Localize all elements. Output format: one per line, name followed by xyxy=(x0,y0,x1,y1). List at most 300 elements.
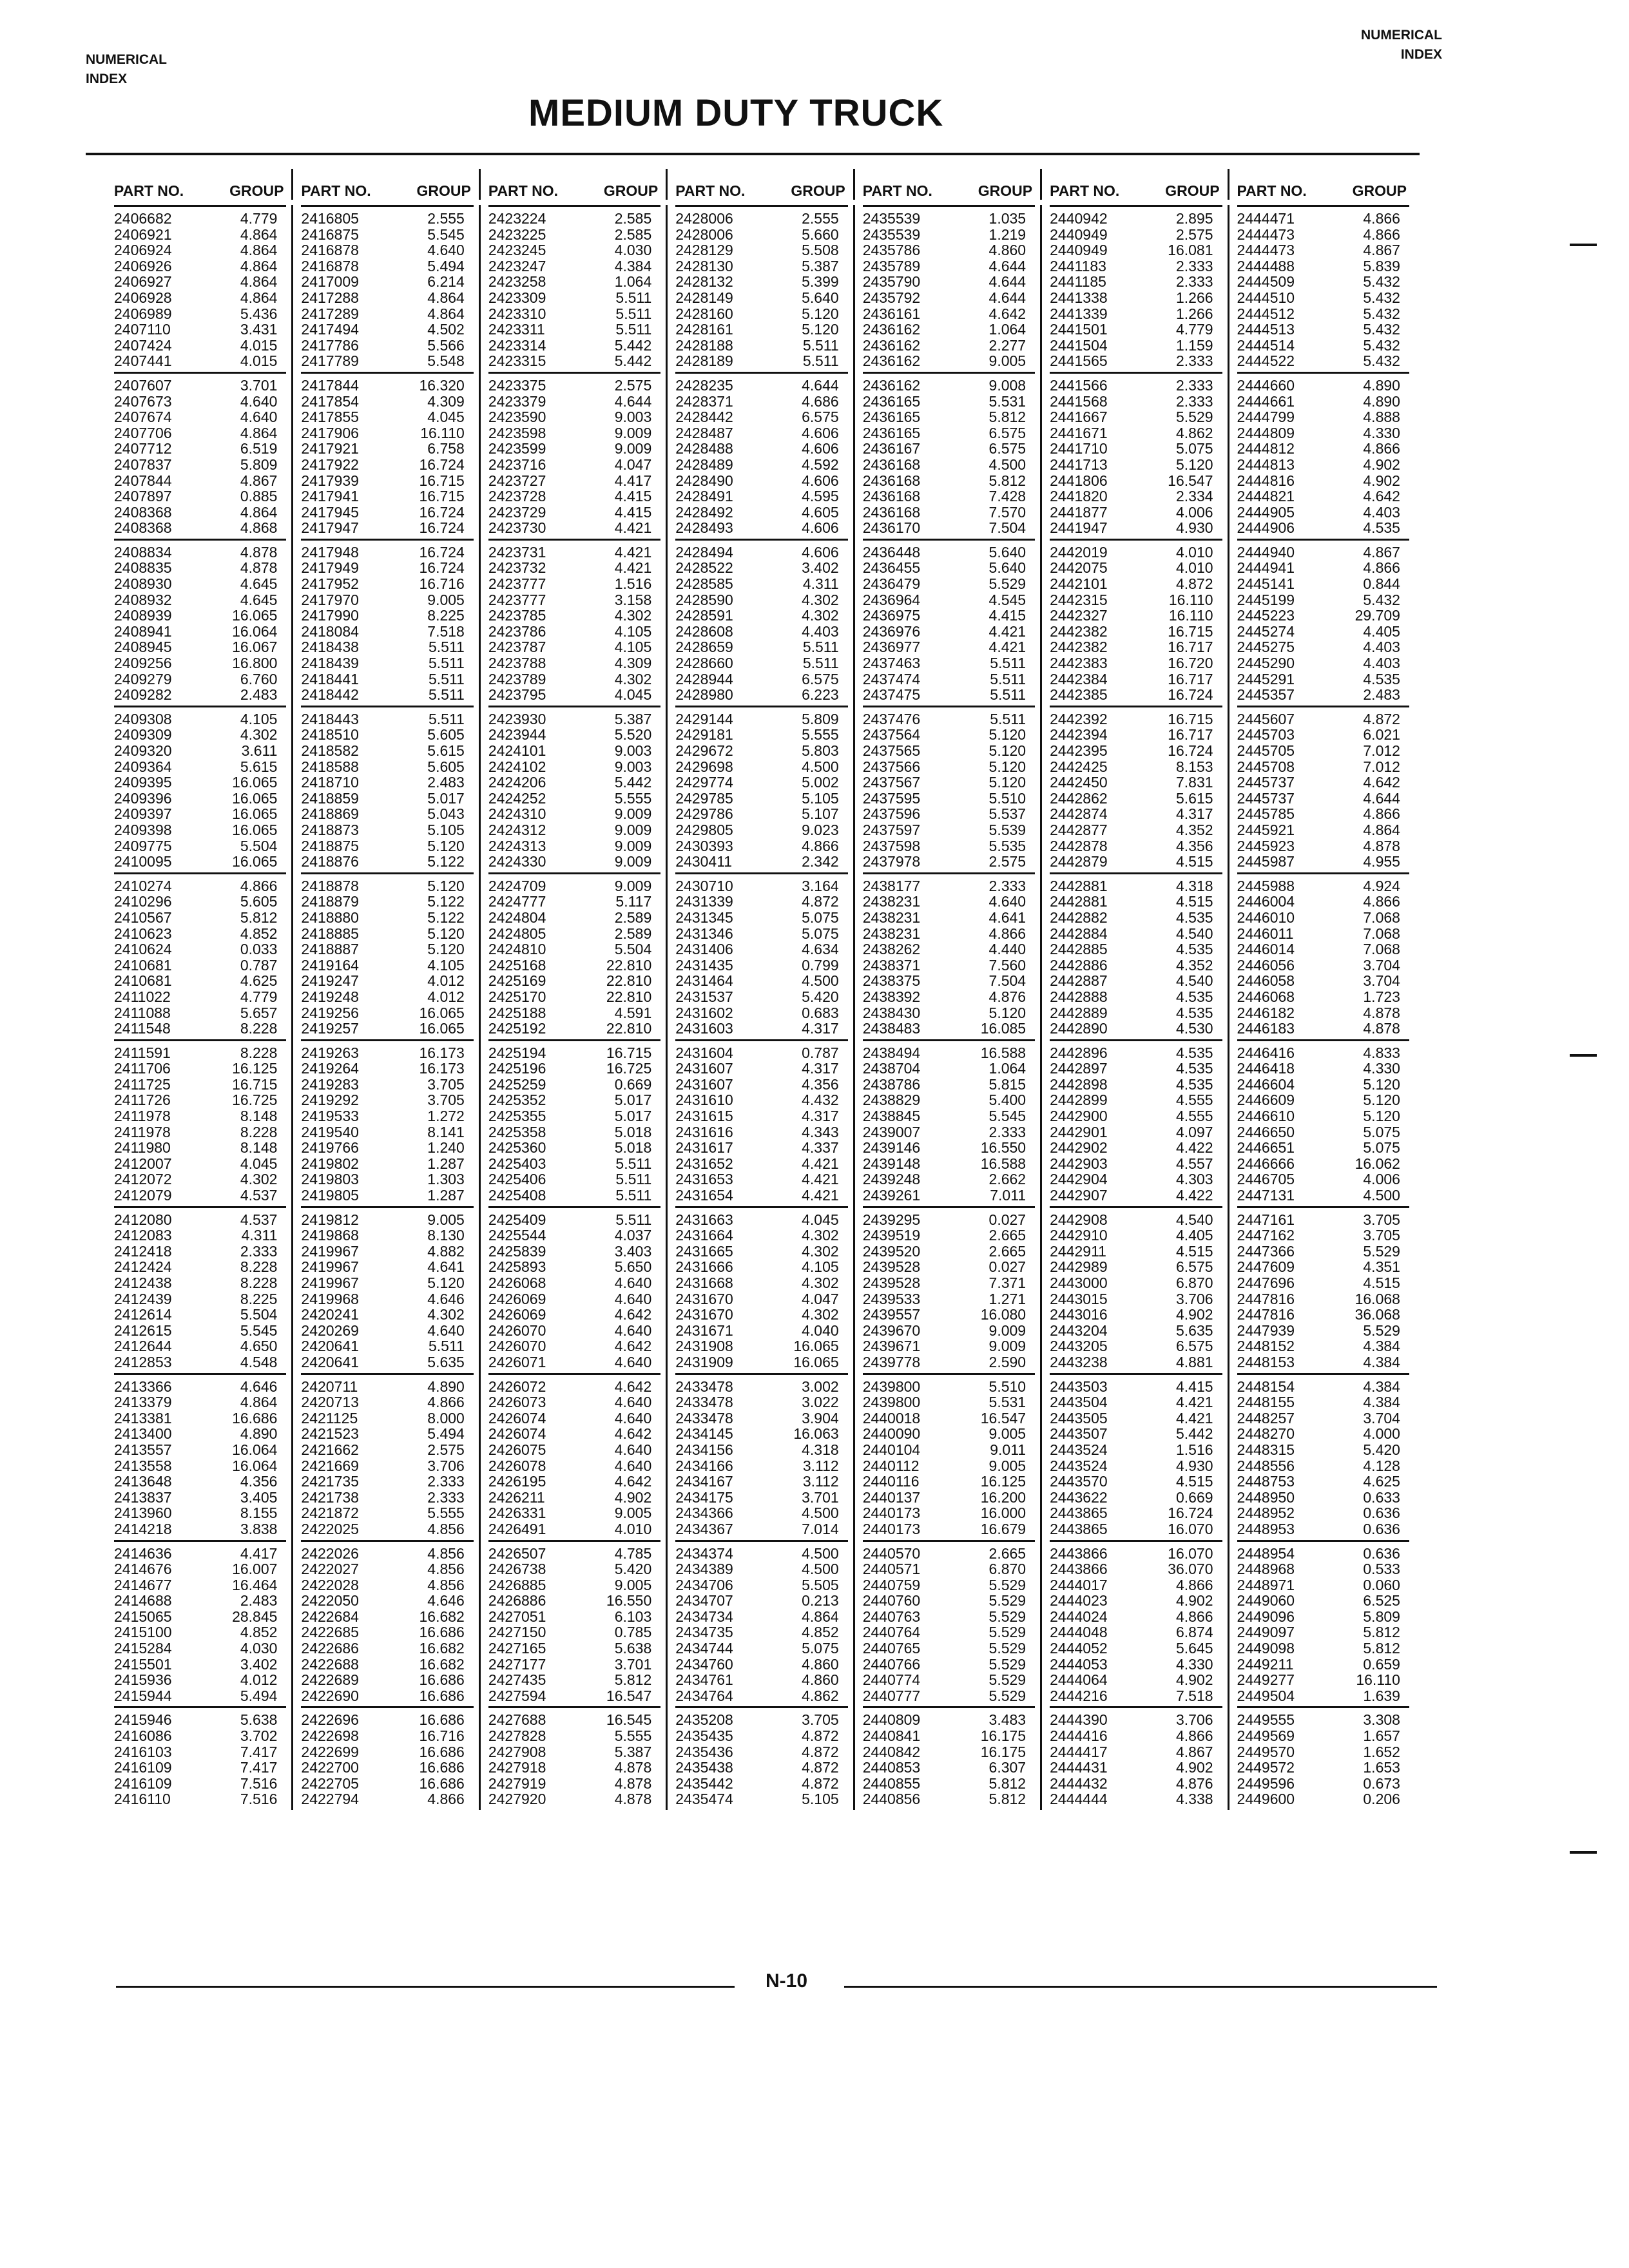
group-number: 4.500 xyxy=(802,758,839,775)
table-row xyxy=(301,624,473,640)
row-group xyxy=(488,872,660,1039)
table-row xyxy=(863,322,1035,338)
table-row xyxy=(114,394,286,410)
part-number: 2418878 xyxy=(301,877,359,894)
group-number: 9.009 xyxy=(614,424,652,441)
table-row xyxy=(863,1124,1035,1140)
part-number: 2423732 xyxy=(488,559,546,577)
part-number: 2427828 xyxy=(488,1727,546,1745)
table-row xyxy=(488,1426,660,1442)
table-row xyxy=(114,1275,286,1291)
group-number: 9.009 xyxy=(614,853,652,870)
part-number: 2423731 xyxy=(488,543,546,561)
table-row xyxy=(1050,1426,1222,1442)
group-number: 4.352 xyxy=(1175,821,1213,838)
part-number: 2419264 xyxy=(301,1060,359,1077)
group-number: 8.228 xyxy=(240,1123,278,1140)
group-number: 4.421 xyxy=(1175,1409,1213,1427)
group-number: 0.787 xyxy=(802,1044,839,1061)
group-number: 6.575 xyxy=(988,424,1027,441)
part-number: 2413837 xyxy=(114,1488,172,1506)
part-number: 2446183 xyxy=(1237,1020,1295,1037)
table-row xyxy=(1237,1688,1409,1704)
part-number: 2422699 xyxy=(301,1743,359,1760)
group-number: 16.550 xyxy=(980,1139,1027,1157)
table-row xyxy=(488,338,660,354)
group-number: 4.862 xyxy=(1175,424,1213,441)
table-row xyxy=(488,425,660,441)
table-row xyxy=(1237,227,1409,243)
table-row xyxy=(1237,1640,1409,1657)
table-row xyxy=(301,711,473,727)
part-number: 2445737 xyxy=(1237,774,1295,791)
table-row xyxy=(301,671,473,687)
group-number: 5.555 xyxy=(614,789,652,807)
group-number: 4.785 xyxy=(614,1544,652,1562)
table-row xyxy=(863,1474,1035,1490)
table-row xyxy=(675,457,847,473)
part-number: 2417844 xyxy=(301,376,359,394)
part-number: 2446705 xyxy=(1237,1171,1295,1188)
table-row xyxy=(863,1227,1035,1244)
part-number: 2414676 xyxy=(114,1561,172,1578)
group-number: 5.511 xyxy=(615,289,652,306)
part-number: 2429672 xyxy=(675,742,733,759)
part-number: 2442910 xyxy=(1050,1227,1108,1244)
table-row xyxy=(1237,1505,1409,1521)
part-number: 2407712 xyxy=(114,440,172,457)
row-group xyxy=(863,1373,1035,1540)
group-number: 2.342 xyxy=(802,853,839,870)
table-row xyxy=(1237,1760,1409,1776)
part-number: 2426075 xyxy=(488,1441,546,1458)
table-row xyxy=(863,1505,1035,1521)
group-number: 4.644 xyxy=(988,289,1027,306)
group-number: 7.518 xyxy=(1175,1687,1213,1704)
row-group xyxy=(1050,1206,1222,1373)
index-column xyxy=(291,205,478,1810)
table-row xyxy=(1237,1744,1409,1760)
group-number: 7.371 xyxy=(988,1274,1027,1291)
part-number: 2448953 xyxy=(1237,1520,1295,1537)
part-number: 2445291 xyxy=(1237,670,1295,687)
part-number: 2408939 xyxy=(114,607,172,624)
group-number: 0.683 xyxy=(802,1004,839,1021)
group-number: 6.223 xyxy=(802,686,839,704)
table-row xyxy=(114,838,286,854)
group-number: 4.352 xyxy=(1175,956,1213,974)
table-row xyxy=(675,1744,847,1760)
table-row xyxy=(301,806,473,822)
group-number: 5.539 xyxy=(988,821,1027,838)
part-number: 2434734 xyxy=(675,1608,733,1625)
part-number: 2424330 xyxy=(488,853,546,870)
group-number: 8.228 xyxy=(240,1044,278,1061)
table-row xyxy=(675,1108,847,1124)
group-number: 16.724 xyxy=(1168,686,1213,704)
table-row xyxy=(675,1609,847,1625)
group-number: 4.864 xyxy=(240,424,278,441)
group-number: 4.010 xyxy=(1175,543,1213,561)
group-number: 0.785 xyxy=(614,1624,652,1641)
part-number: 2442383 xyxy=(1050,655,1108,672)
part-number: 2426074 xyxy=(488,1425,546,1443)
group-number: 9.009 xyxy=(614,837,652,854)
part-number: 2446418 xyxy=(1237,1060,1295,1077)
table-row xyxy=(1237,1171,1409,1187)
table-row xyxy=(114,655,286,671)
group-number: 4.030 xyxy=(614,242,652,259)
table-row xyxy=(1050,687,1222,703)
group-number: 4.867 xyxy=(1363,543,1400,561)
group-number: 16.717 xyxy=(1168,670,1213,687)
group-number: 5.387 xyxy=(614,1743,652,1760)
part-number: 2437597 xyxy=(862,821,921,838)
table-row xyxy=(301,1546,473,1562)
part-number: 2428659 xyxy=(675,639,733,656)
table-row xyxy=(675,227,847,243)
part-number: 2422027 xyxy=(301,1561,359,1578)
group-number: 2.665 xyxy=(988,1227,1027,1244)
part-number: 2412853 xyxy=(114,1353,172,1370)
row-group xyxy=(1237,706,1409,872)
part-number: 2406924 xyxy=(114,242,172,259)
table-row xyxy=(1237,338,1409,354)
group-number: 4.872 xyxy=(1363,710,1400,727)
part-number: 2409279 xyxy=(114,670,172,687)
row-group xyxy=(301,539,473,706)
group-number: 5.640 xyxy=(988,543,1027,561)
group-number: 9.009 xyxy=(614,877,652,894)
group-number: 5.442 xyxy=(614,774,652,791)
table-row xyxy=(301,1744,473,1760)
table-row xyxy=(1050,1688,1222,1704)
group-number: 4.640 xyxy=(427,242,465,259)
group-number: 4.015 xyxy=(240,336,278,354)
group-number: 7.516 xyxy=(240,1774,278,1792)
group-number: 4.309 xyxy=(614,655,652,672)
part-number: 2436162 xyxy=(862,376,921,394)
table-row xyxy=(488,1688,660,1704)
part-number: 2442886 xyxy=(1050,956,1108,974)
group-number: 16.175 xyxy=(980,1727,1027,1745)
part-number: 2446056 xyxy=(1237,956,1295,974)
group-number: 16.085 xyxy=(980,1020,1027,1037)
part-number: 2436162 xyxy=(862,352,921,370)
table-row xyxy=(1050,560,1222,576)
part-number: 2439148 xyxy=(862,1155,921,1172)
group-number: 5.494 xyxy=(427,257,465,274)
part-number: 2409398 xyxy=(114,821,172,838)
part-number: 2422700 xyxy=(301,1759,359,1776)
part-number: 2419802 xyxy=(301,1155,359,1172)
group-number: 4.866 xyxy=(1363,440,1400,457)
part-number: 2419967 xyxy=(301,1274,359,1291)
table-row xyxy=(863,1379,1035,1395)
group-number: 4.105 xyxy=(427,956,465,974)
table-row xyxy=(301,1291,473,1307)
table-row xyxy=(301,1521,473,1537)
group-number: 5.432 xyxy=(1363,289,1400,306)
group-number: 4.422 xyxy=(1175,1139,1213,1157)
table-row xyxy=(301,409,473,425)
table-row xyxy=(675,759,847,775)
part-number: 2446650 xyxy=(1237,1123,1295,1140)
group-number: 9.009 xyxy=(614,805,652,823)
table-row xyxy=(488,743,660,759)
group-number: 5.105 xyxy=(427,821,465,838)
group-number: 16.715 xyxy=(1168,622,1213,640)
part-number: 2438371 xyxy=(862,956,921,974)
group-number: 7.504 xyxy=(988,519,1027,537)
group-number: 3.611 xyxy=(241,742,278,759)
group-number: 5.529 xyxy=(988,1671,1027,1689)
group-number: 5.615 xyxy=(427,742,465,759)
table-row xyxy=(301,1577,473,1593)
part-number: 2436977 xyxy=(862,639,921,656)
table-row xyxy=(863,655,1035,671)
group-number: 4.606 xyxy=(802,543,839,561)
table-row xyxy=(301,1776,473,1792)
table-row xyxy=(301,1474,473,1490)
index-column xyxy=(479,205,666,1810)
part-number: 2431537 xyxy=(675,988,733,1005)
part-number: 2448270 xyxy=(1237,1425,1295,1443)
group-number: 16.717 xyxy=(1168,726,1213,744)
group-number: 4.417 xyxy=(240,1544,278,1562)
part-number: 2448971 xyxy=(1237,1576,1295,1593)
part-number: 2417948 xyxy=(301,543,359,561)
group-number: 0.669 xyxy=(1175,1488,1213,1506)
table-row xyxy=(675,1077,847,1093)
table-row xyxy=(1050,274,1222,290)
part-number: 2440842 xyxy=(862,1743,921,1760)
group-number: 5.511 xyxy=(990,686,1027,704)
part-number: 2413648 xyxy=(114,1473,172,1490)
part-number: 2440116 xyxy=(862,1473,920,1490)
part-number: 2426068 xyxy=(488,1274,546,1291)
group-number: 5.638 xyxy=(240,1711,278,1729)
table-row xyxy=(863,1624,1035,1640)
row-group xyxy=(488,205,660,372)
group-number: 4.779 xyxy=(240,988,278,1005)
group-number: 5.511 xyxy=(802,639,839,656)
table-row xyxy=(1237,1561,1409,1577)
part-number: 2418439 xyxy=(301,655,359,672)
part-number: 2427688 xyxy=(488,1711,546,1729)
table-row xyxy=(488,1546,660,1562)
part-number: 2422028 xyxy=(301,1576,359,1593)
table-row xyxy=(1050,1338,1222,1354)
group-number: 7.428 xyxy=(988,488,1027,505)
table-row xyxy=(301,608,473,624)
table-row xyxy=(863,727,1035,743)
group-number: 5.635 xyxy=(427,1353,465,1370)
table-row xyxy=(675,1657,847,1673)
part-number: 2444052 xyxy=(1050,1640,1108,1657)
table-row xyxy=(301,1323,473,1339)
group-number: 16.320 xyxy=(419,376,465,394)
group-number: 5.548 xyxy=(427,352,465,370)
part-number: 2417952 xyxy=(301,575,359,593)
row-group xyxy=(863,872,1035,1039)
group-number: 4.864 xyxy=(427,305,465,322)
group-number: 4.535 xyxy=(1175,1060,1213,1077)
table-row xyxy=(675,806,847,822)
group-number: 4.010 xyxy=(614,1520,652,1537)
part-number: 2434707 xyxy=(675,1592,733,1610)
group-number: 5.511 xyxy=(615,1155,652,1172)
group-number: 16.125 xyxy=(980,1473,1027,1490)
table-row xyxy=(1050,822,1222,838)
group-number: 16.065 xyxy=(232,821,278,838)
part-number: 2436975 xyxy=(862,607,921,624)
group-number: 16.080 xyxy=(980,1306,1027,1323)
group-number: 5.002 xyxy=(802,774,839,791)
part-number: 2448753 xyxy=(1237,1473,1295,1490)
table-row xyxy=(675,1505,847,1521)
group-number: 2.585 xyxy=(614,210,652,227)
table-row xyxy=(1237,910,1409,926)
table-row xyxy=(1050,1561,1222,1577)
group-number: 5.511 xyxy=(428,710,465,727)
table-row xyxy=(301,791,473,807)
table-row xyxy=(675,1275,847,1291)
part-number: 2418880 xyxy=(301,908,359,926)
table-row xyxy=(675,1561,847,1577)
part-number: 2417970 xyxy=(301,591,359,608)
part-number: 2428490 xyxy=(675,472,733,489)
table-row xyxy=(114,1338,286,1354)
group-number: 4.403 xyxy=(1363,639,1400,656)
group-number: 4.403 xyxy=(1363,503,1400,521)
part-number: 2419812 xyxy=(301,1211,359,1228)
table-row xyxy=(1237,211,1409,227)
group-number: 4.640 xyxy=(614,1409,652,1427)
table-row xyxy=(1050,338,1222,354)
table-row xyxy=(301,353,473,369)
row-group xyxy=(114,872,286,1039)
part-number: 2445141 xyxy=(1237,575,1295,593)
part-number: 2440763 xyxy=(862,1608,921,1625)
part-number: 2442904 xyxy=(1050,1171,1108,1188)
group-number: 4.421 xyxy=(614,519,652,537)
table-row xyxy=(1237,441,1409,457)
group-number: 4.540 xyxy=(1175,972,1213,990)
part-number: 2421523 xyxy=(301,1425,359,1443)
part-number: 2441713 xyxy=(1050,456,1108,473)
part-number: 2436167 xyxy=(862,440,921,457)
group-number: 4.856 xyxy=(427,1561,465,1578)
table-row xyxy=(114,1672,286,1688)
group-number: 22.810 xyxy=(606,988,652,1005)
group-number: 4.040 xyxy=(802,1321,839,1339)
table-row xyxy=(675,1490,847,1506)
table-row xyxy=(301,878,473,894)
table-row xyxy=(1050,711,1222,727)
table-row xyxy=(1050,1307,1222,1323)
part-number: 2429144 xyxy=(675,710,733,727)
table-row xyxy=(114,488,286,505)
table-row xyxy=(1050,258,1222,274)
group-number: 16.065 xyxy=(419,1004,465,1021)
part-number: 2416878 xyxy=(301,242,359,259)
table-row xyxy=(675,1291,847,1307)
table-row xyxy=(301,1490,473,1506)
group-number: 4.000 xyxy=(1363,1425,1400,1443)
group-number: 4.356 xyxy=(802,1075,839,1093)
table-row xyxy=(488,488,660,505)
group-number: 4.645 xyxy=(240,575,278,593)
table-row xyxy=(488,1657,660,1673)
part-number: 2437596 xyxy=(862,805,921,823)
part-number: 2436165 xyxy=(862,424,921,441)
part-number: 2428492 xyxy=(675,503,733,521)
group-number: 4.045 xyxy=(240,1155,278,1172)
group-number: 4.545 xyxy=(988,591,1027,608)
part-number: 2416875 xyxy=(301,226,359,243)
table-row xyxy=(1237,1354,1409,1370)
part-number: 2431610 xyxy=(675,1091,733,1109)
table-row xyxy=(114,957,286,974)
group-number: 2.665 xyxy=(988,1544,1027,1562)
part-number: 2419968 xyxy=(301,1290,359,1307)
table-row xyxy=(488,473,660,489)
table-row xyxy=(114,1156,286,1172)
group-number: 6.870 xyxy=(1175,1274,1213,1291)
part-number: 2436161 xyxy=(862,305,921,322)
group-number: 4.864 xyxy=(240,273,278,291)
table-row xyxy=(863,1354,1035,1370)
part-number: 2426071 xyxy=(488,1353,546,1370)
table-row xyxy=(863,1546,1035,1562)
part-number: 2407837 xyxy=(114,456,172,473)
part-number: 2442877 xyxy=(1050,821,1108,838)
table-row xyxy=(1050,227,1222,243)
table-row xyxy=(1050,806,1222,822)
group-number: 5.529 xyxy=(988,1687,1027,1704)
table-row xyxy=(863,1077,1035,1093)
table-row xyxy=(1050,306,1222,322)
table-row xyxy=(1050,1061,1222,1077)
group-header: GROUP xyxy=(229,182,284,199)
part-number: 2446004 xyxy=(1237,893,1295,910)
group-number: 9.003 xyxy=(614,408,652,426)
part-number: 2442901 xyxy=(1050,1123,1108,1140)
part-number: 2427594 xyxy=(488,1687,546,1704)
part-number: 2440853 xyxy=(862,1759,921,1776)
table-row xyxy=(488,774,660,791)
part-number: 2412438 xyxy=(114,1274,172,1291)
row-group xyxy=(863,706,1035,872)
group-number: 3.704 xyxy=(1363,1409,1400,1427)
part-number: 2417949 xyxy=(301,559,359,577)
part-number: 2421662 xyxy=(301,1441,359,1458)
table-row xyxy=(675,1259,847,1275)
group-number: 16.682 xyxy=(419,1655,465,1673)
table-row xyxy=(863,394,1035,410)
part-number: 2440173 xyxy=(862,1504,921,1522)
group-number: 4.860 xyxy=(802,1671,839,1689)
table-row xyxy=(675,1394,847,1410)
part-number: 2427908 xyxy=(488,1743,546,1760)
part-number: 2425893 xyxy=(488,1258,546,1276)
part-number: 2412007 xyxy=(114,1155,172,1172)
group-number: 16.065 xyxy=(232,805,278,823)
group-number: 5.545 xyxy=(988,1108,1027,1125)
group-number: 5.120 xyxy=(427,837,465,854)
group-number: 16.686 xyxy=(419,1687,465,1704)
